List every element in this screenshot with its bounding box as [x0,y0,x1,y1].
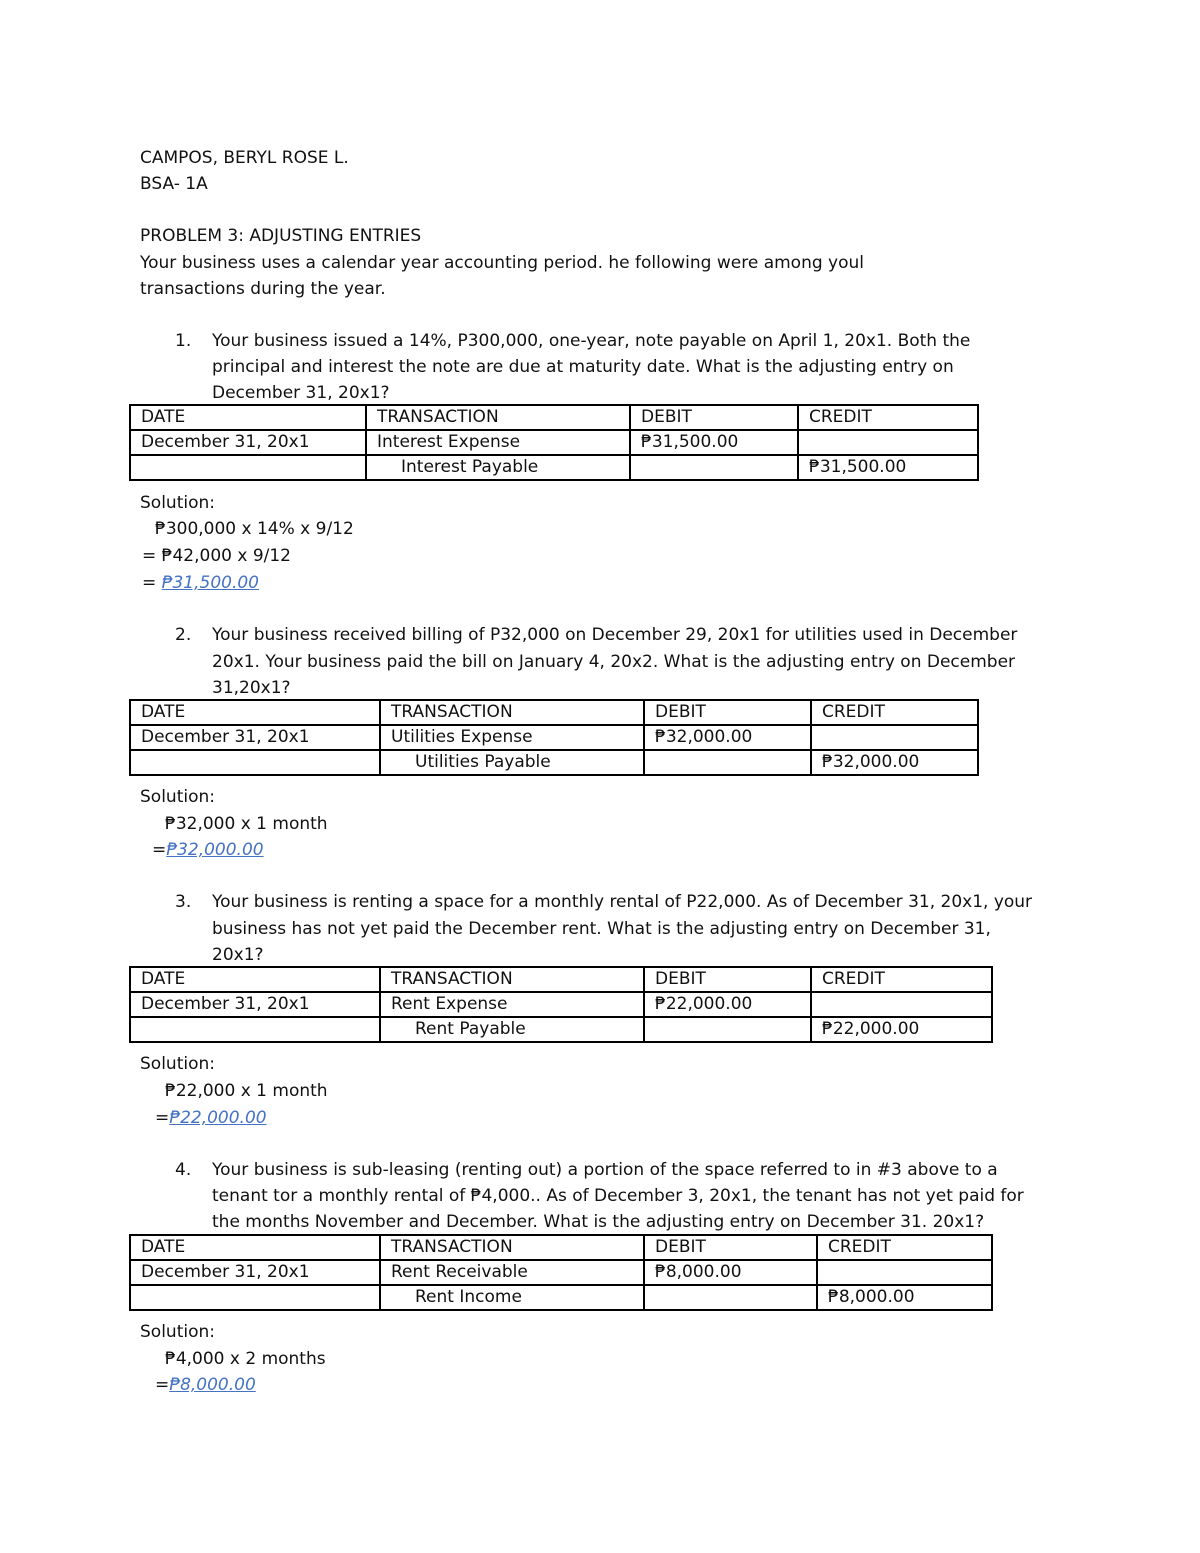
entry-debit-account: Interest Expense [366,430,630,455]
question-line: 20x1. Your business paid the bill on January 4, 20x2. What is the adjusting entry on December [212,652,1016,672]
answer-prefix: = [155,1375,170,1395]
solution-label: Solution: [140,493,215,513]
question-line: December 31, 20x1? [212,383,390,403]
item-number: 2. [175,625,192,645]
solution-answer: ₱8,000.00 [169,1375,256,1395]
entry-date: December 31, 20x1 [130,725,380,750]
solution-step: ₱4,000 x 2 months [165,1349,326,1369]
header-transaction: TRANSACTION [380,967,644,992]
entry-credit-amount: ₱22,000.00 [811,1017,992,1042]
solution-answer-line [152,838,264,862]
question-line: Your business issued a 14%, P300,000, one-year, note payable on April 1, 20x1. Both the [212,331,971,351]
header-debit: DEBIT [630,405,798,430]
entry-date [130,1285,380,1310]
entry-credit-amount: ₱31,500.00 [798,455,978,480]
header-debit: DEBIT [644,967,811,992]
header-debit: DEBIT [644,1235,817,1260]
problem-intro-line-2: transactions during the year. [140,279,386,299]
header-transaction: TRANSACTION [380,1235,644,1260]
item-number: 4. [175,1160,192,1180]
table-row [130,455,978,480]
header-credit: CREDIT [811,700,978,725]
entry-credit-account: Rent Payable [380,1017,644,1042]
table-row [130,1285,992,1310]
journal-entry-table [129,699,979,776]
answer-prefix: = [155,1108,170,1128]
entry-date: December 31, 20x1 [130,992,380,1017]
table-row [130,992,992,1017]
solution-step: = ₱42,000 x 9/12 [142,546,291,566]
question-line: Your business is sub-leasing (renting out) a portion of the space referred to in #3 above to a [212,1160,998,1180]
header-credit: CREDIT [811,967,992,992]
journal-entry-table [129,1234,993,1311]
entry-debit-amount: ₱8,000.00 [644,1260,817,1285]
entry-debit-amount: ₱31,500.00 [630,430,798,455]
entry-credit-amount: ₱8,000.00 [817,1285,992,1310]
entry-debit-amount [644,1017,811,1042]
solution-label: Solution: [140,787,215,807]
table-row [130,430,978,455]
solution-label: Solution: [140,1322,215,1342]
entry-debit-amount [644,750,811,775]
entry-debit-amount [630,455,798,480]
entry-credit-account: Interest Payable [366,455,630,480]
item-number: 3. [175,892,192,912]
entry-debit-amount: ₱22,000.00 [644,992,811,1017]
header-transaction: TRANSACTION [380,700,644,725]
question-line: tenant tor a monthly rental of ₱4,000.. As of December 3, 20x1, the tenant has not yet paid for [212,1186,1024,1206]
entry-credit-amount [811,992,992,1017]
question-line: Your business is renting a space for a monthly rental of P22,000. As of December 31, 20x1, your [212,892,1033,912]
answer-prefix: = [142,573,162,593]
entry-debit-account: Rent Expense [380,992,644,1017]
student-section: BSA- 1A [140,174,208,194]
solution-answer: ₱22,000.00 [169,1108,267,1128]
header-date: DATE [130,700,380,725]
question-line: business has not yet paid the December rent. What is the adjusting entry on December 31, [212,919,991,939]
header-date: DATE [130,967,380,992]
solution-answer: ₱31,500.00 [161,573,259,593]
table-header-row [130,700,978,725]
solution-answer-line [155,1106,267,1130]
entry-date: December 31, 20x1 [130,430,366,455]
solution-answer-line [155,1373,256,1397]
item-number: 1. [175,331,192,351]
entry-debit-account: Utilities Expense [380,725,644,750]
header-debit: DEBIT [644,700,811,725]
table-row [130,750,978,775]
entry-date [130,750,380,775]
entry-credit-account: Utilities Payable [380,750,644,775]
question-line: 20x1? [212,945,264,965]
question-line: Your business received billing of P32,000 on December 29, 20x1 for utilities used in December [212,625,1018,645]
header-credit: CREDIT [817,1235,992,1260]
table-row [130,1017,992,1042]
question-line: the months November and December. What is the adjusting entry on December 31. 20x1? [212,1212,985,1232]
entry-debit-amount [644,1285,817,1310]
entry-date [130,455,366,480]
entry-credit-amount [817,1260,992,1285]
table-header-row [130,405,978,430]
problem-intro-line-1: Your business uses a calendar year accounting period. he following were among youl [140,253,865,273]
solution-step: ₱22,000 x 1 month [165,1081,328,1101]
table-row [130,1260,992,1285]
header-transaction: TRANSACTION [366,405,630,430]
entry-date [130,1017,380,1042]
solution-step: ₱32,000 x 1 month [165,814,328,834]
solution-answer-line [142,571,259,595]
problem-title: PROBLEM 3: ADJUSTING ENTRIES [140,226,422,246]
entry-debit-amount: ₱32,000.00 [644,725,811,750]
header-date: DATE [130,1235,380,1260]
table-row [130,725,978,750]
solution-answer: ₱32,000.00 [166,840,264,860]
entry-credit-amount [798,430,978,455]
entry-date: December 31, 20x1 [130,1260,380,1285]
entry-credit-amount [811,725,978,750]
header-credit: CREDIT [798,405,978,430]
answer-prefix: = [152,840,167,860]
solution-label: Solution: [140,1054,215,1074]
journal-entry-table [129,404,979,481]
entry-credit-amount: ₱32,000.00 [811,750,978,775]
student-name: CAMPOS, BERYL ROSE L. [140,148,349,168]
journal-entry-table [129,966,993,1043]
solution-step: ₱300,000 x 14% x 9/12 [155,519,354,539]
table-header-row [130,1235,992,1260]
entry-credit-account: Rent Income [380,1285,644,1310]
question-line: 31,20x1? [212,678,291,698]
entry-debit-account: Rent Receivable [380,1260,644,1285]
header-date: DATE [130,405,366,430]
question-line: principal and interest the note are due at maturity date. What is the adjusting entry on [212,357,954,377]
table-header-row [130,967,992,992]
